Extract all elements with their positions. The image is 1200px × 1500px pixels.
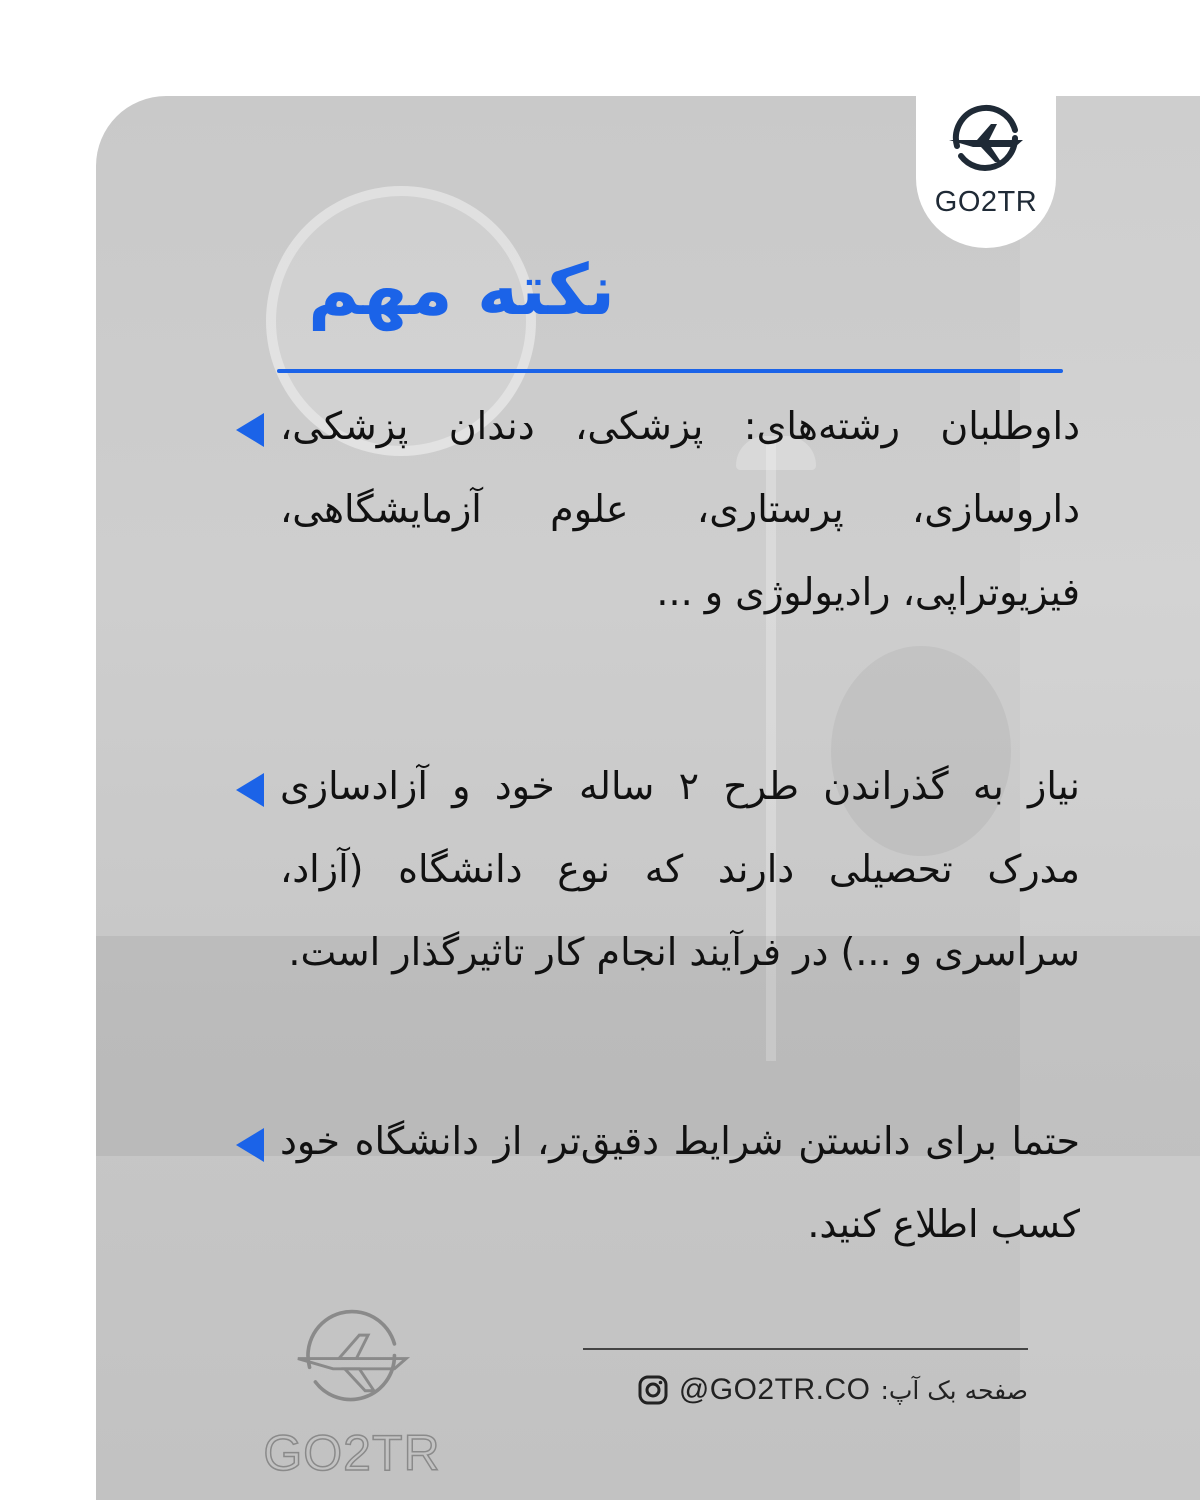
footer [583,1365,1028,1415]
instagram-handle-link[interactable]: @GO2TR.CO [678,1373,871,1406]
paragraph-3: حتما برای دانستن شرایط دقیق‌تر، از دانشگاه خود کسب اطلاع کنید. [280,1119,1080,1246]
bullet-arrow-icon [236,773,264,807]
logo-badge [916,96,1056,248]
watermark-logo [262,1300,442,1490]
paragraph-2: نیاز به گذراندن طرح ۲ ساله خود و آزادسازی مدرک تحصیلی دارند که نوع دانشگاه (آزاد، سراسری و ...) در فرآیند انجام کار تاثیرگذار است. [280,764,1080,974]
bullet-arrow-icon [236,1128,264,1162]
watermark-text: GO2TR [263,1425,441,1481]
title-underline [277,369,1063,373]
page-title: نکته مهم [308,249,615,331]
airplane-logo-icon [943,100,1029,182]
logo-text: GO2TR [934,186,1038,218]
footer-divider [583,1348,1028,1350]
footer-label: صفحه بک آپ: [880,1375,1028,1405]
instagram-icon [637,1374,669,1406]
bullet-arrow-icon [236,413,264,447]
paragraph-1: داوطلبان رشته‌های: پزشکی، دندان پزشکی، داروسازی، پرستاری، علوم آزمایشگاهی، فیزیوتراپی، رادیولوژی و ... [280,404,1080,614]
airplane-logo-icon [287,1300,417,1420]
